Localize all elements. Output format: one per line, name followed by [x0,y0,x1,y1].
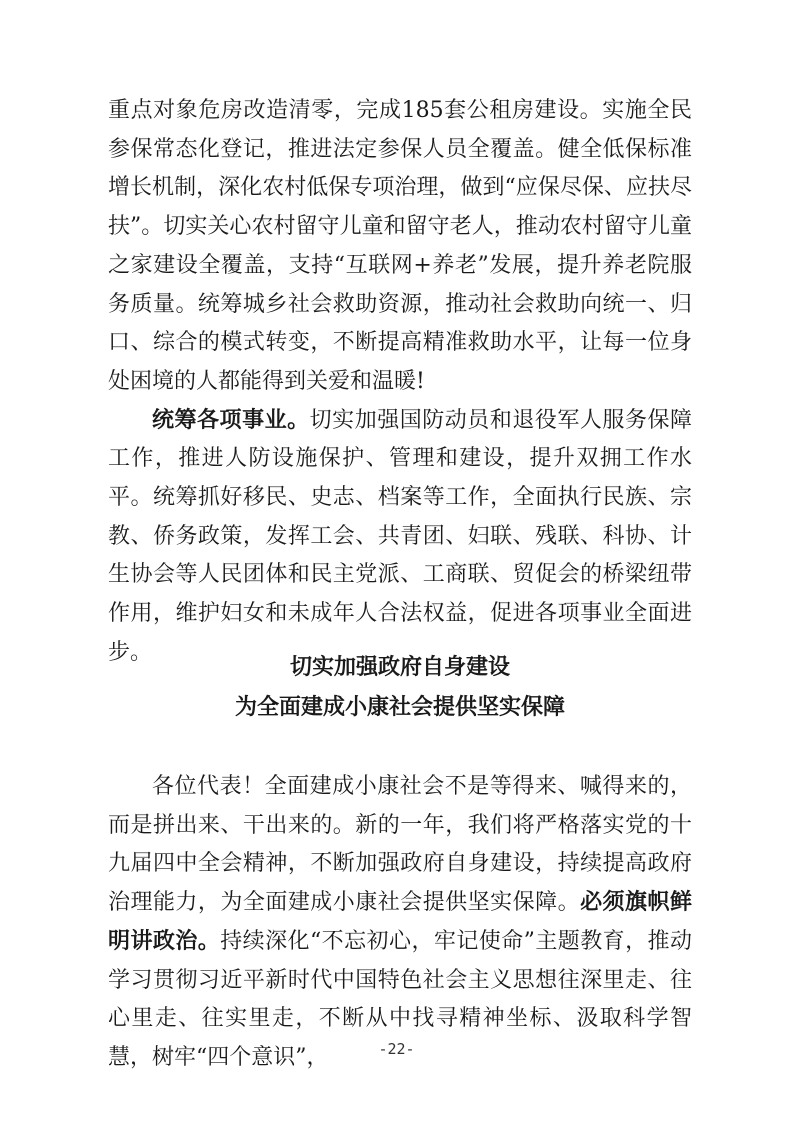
paragraph-social-security: 重点对象危房改造清零，完成185套公租房建设。实施全民参保常态化登记，推进法定参保人员全覆盖。健全低保标准增长机制，深化农村低保专项治理，做到“应保尽保、应扶尽扶”。切实关心农村留守儿童和留守老人，推动农村留守儿童之家建设全覆盖，支持“互联网+养老”发展，提升养老院服务质量。统筹城乡社会救助资源，推动社会救助向统一、归口、综合的模式转变，不断提高精准救助水平，让每一位身处困境的人都能得到关爱和温暖! [108,98,692,394]
section-heading-line-1: 切实加强政府自身建设 [289,655,510,680]
paragraph-government-building [108,768,692,1078]
section-heading [108,648,692,728]
paragraph-tail-politics: 持续深化“不忘初心，牢记使命”主题教育，推动学习贯彻习近平新时代中国特色社会主义思想往深里走、往心里走、往实里走，不断从中找寻精神坐标、汲取科学智慧，树牢“四个意识”， [108,928,692,1070]
body-text-bottom [108,768,692,1078]
page-number: -22- [378,1040,415,1058]
paragraph-lead-politics: 必须旗帜鲜明讲政治。 [108,890,692,954]
paragraph-body-affairs: 切实加强国防动员和退役军人服务保障工作，推进人防设施保护、管理和建设，提升双拥工作水平。统筹抓好移民、史志、档案等工作，全面执行民族、宗教、侨务政策，发挥工会、共青团、妇联、残联、科协、计生协会等人民团体和民主党派、工商联、贸促会的桥梁纽带作用，维护妇女和未成年人合法权益，促进各项事业全面进步。 [108,407,692,665]
body-text-top [108,92,692,673]
paragraph-lead-affairs: 统筹各项事业。 [152,407,310,433]
paragraph-various-affairs [108,402,692,673]
paragraph-body-government: 各位代表！全面建成小康社会不是等得来、喊得来的，而是拼出来、干出来的。新的一年，我们将严格落实党的十九届四中全会精神，不断加强政府自身建设，持续提高政府治理能力，为全面建成小康社会提供坚实保障。 [108,774,692,916]
section-heading-line-2: 为全面建成小康社会提供坚实保障 [234,695,565,720]
